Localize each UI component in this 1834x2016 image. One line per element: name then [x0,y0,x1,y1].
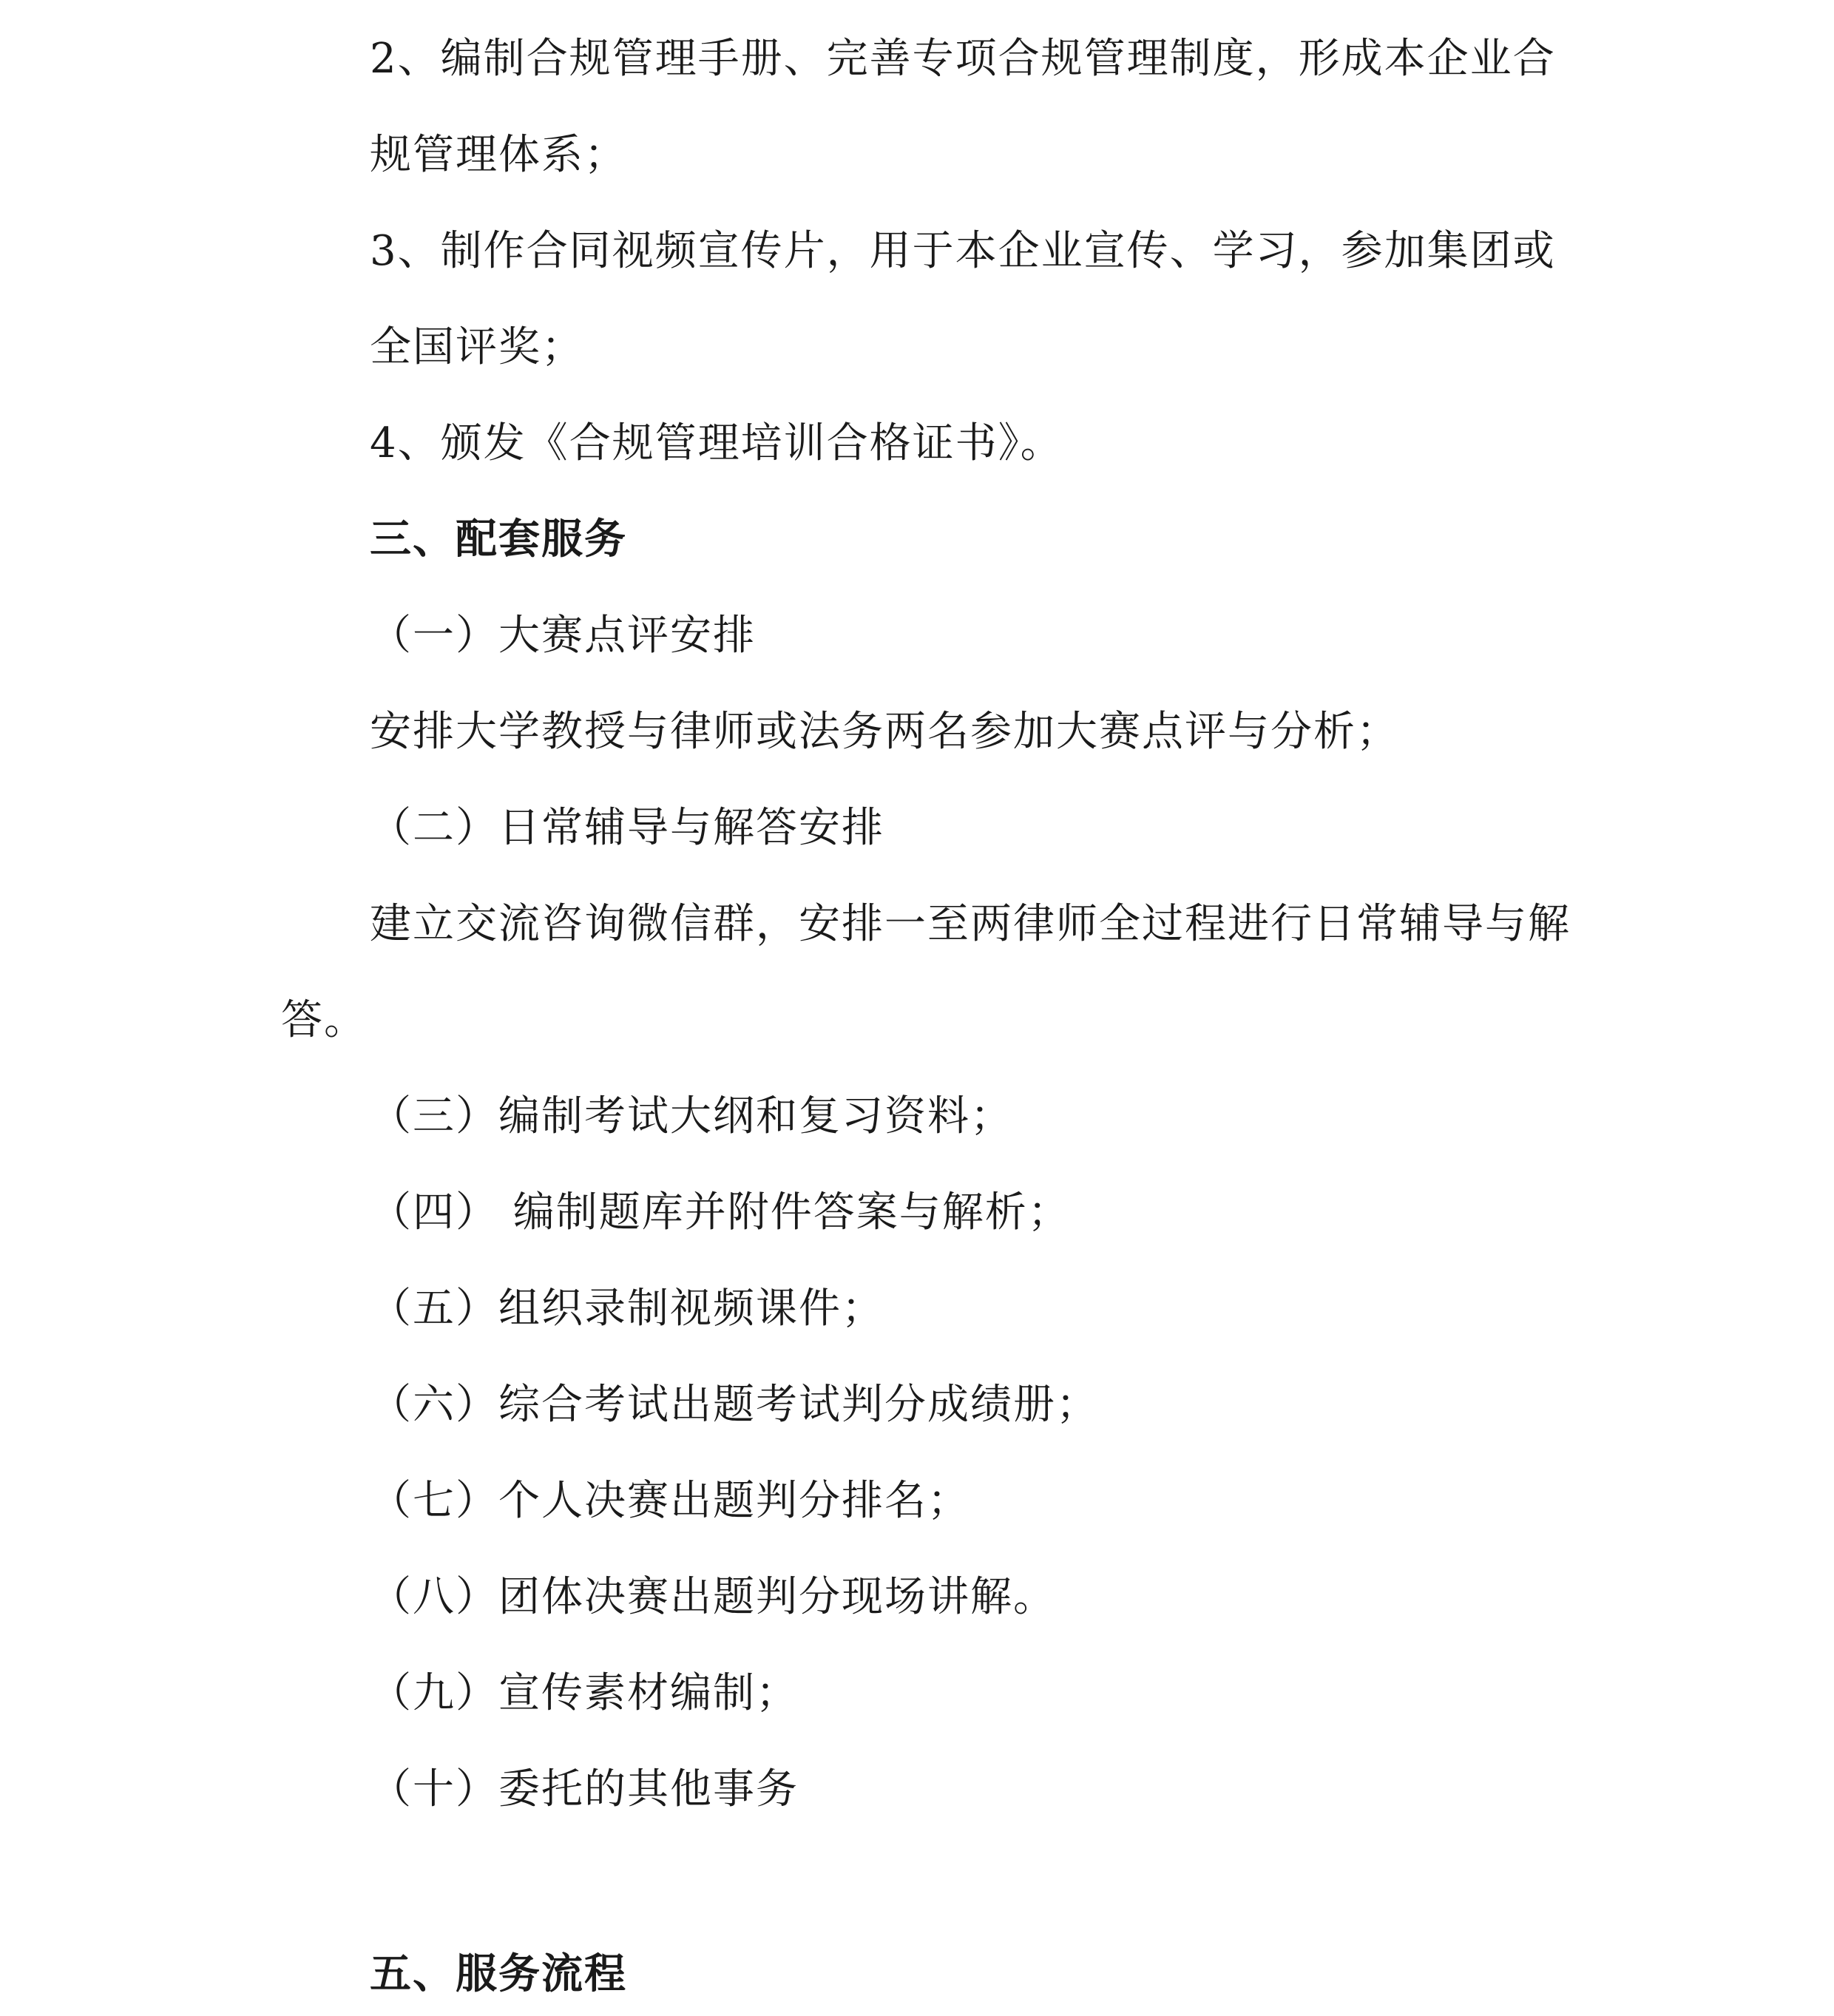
list-item-3: （三）编制考试大纲和复习资料； [370,1092,1013,1140]
list-item-4: （四） 编制题库并附件答案与解析； [370,1188,1071,1237]
list-item-9: （九）宣传素材编制； [370,1669,799,1717]
section-heading-supporting-services: 三、配套服务 [370,515,627,564]
list-item-5: （五）组织录制视频课件； [370,1285,884,1333]
text-line-daily-guidance-cont: 答。 [281,996,367,1044]
text-line-item-2-cont: 规管理体系； [370,131,627,179]
section-heading-service-process: 五、服务流程 [370,1950,627,1998]
list-item-10: （十）委托的其他事务 [370,1765,799,1813]
text-line-item-3: 3、制作合同视频宣传片，用于本企业宣传、学习，参加集团或 [370,227,1556,275]
text-line-item-2: 2、编制合规管理手册、完善专项合规管理制度，形成本企业合 [370,35,1556,83]
text-line-daily-guidance: 建立交流咨询微信群，安排一至两律师全过程进行日常辅导与解 [370,900,1571,948]
subheading-competition-review: （一）大赛点评安排 [370,612,756,660]
subheading-daily-guidance: （二）日常辅导与解答安排 [370,804,884,852]
list-item-6: （六）综合考试出题考试判分成绩册； [370,1381,1099,1429]
list-item-8: （八）团体决赛出题判分现场讲解。 [370,1573,1056,1621]
list-item-7: （七）个人决赛出题判分排名； [370,1477,970,1525]
text-line-item-3-cont: 全国评奖； [370,323,584,371]
text-line-competition-review: 安排大学教授与律师或法务两名参加大赛点评与分析； [370,708,1399,756]
text-line-item-4: 4、颁发《合规管理培训合格证书》。 [370,419,1063,467]
